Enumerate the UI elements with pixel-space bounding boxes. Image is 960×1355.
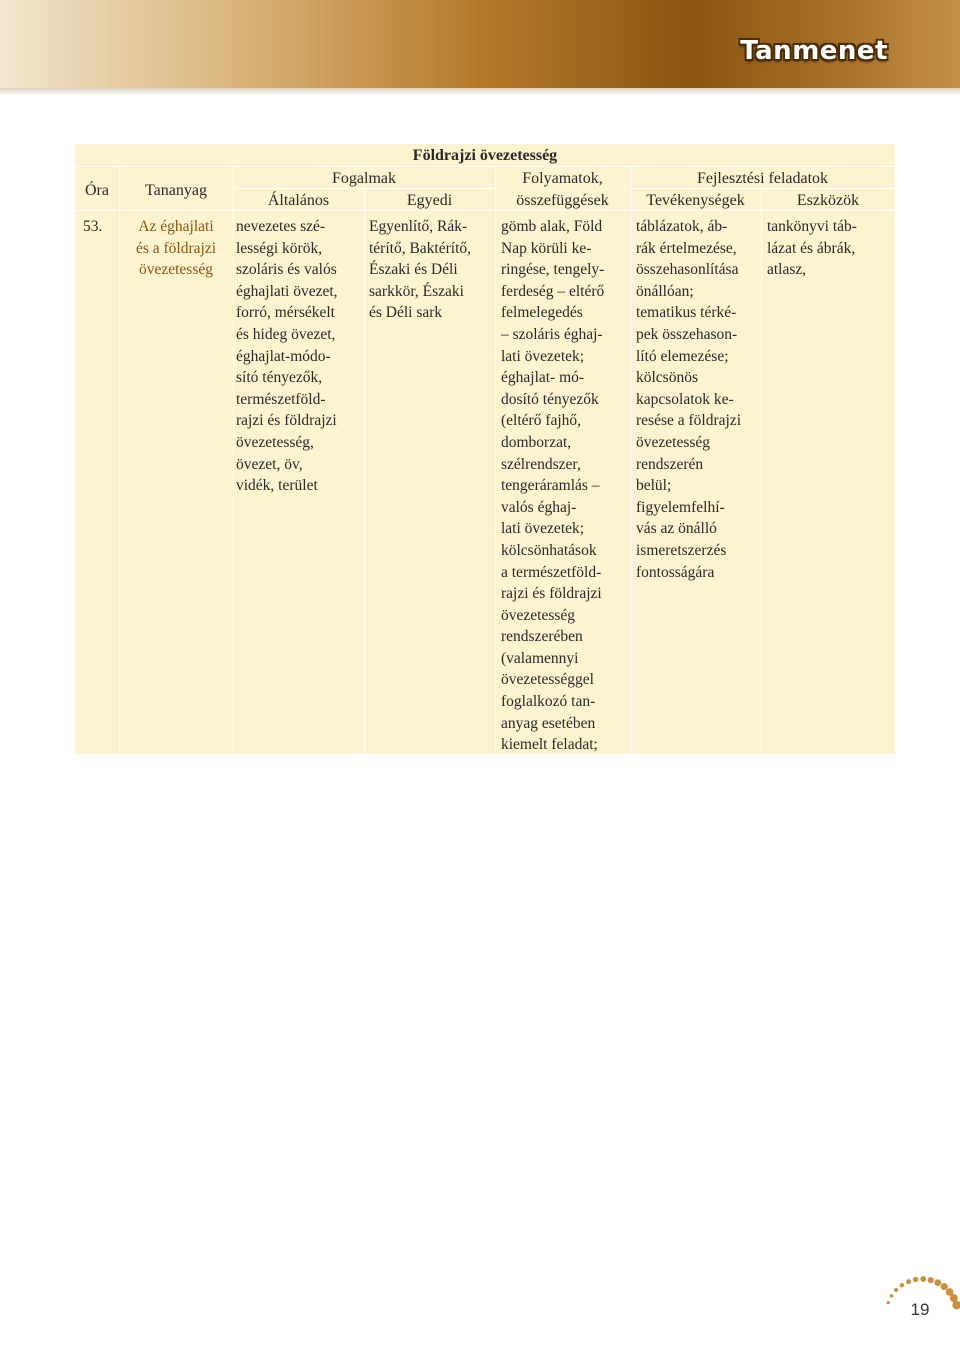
col-header-tananyag: Tananyag bbox=[145, 182, 207, 199]
cell-line: és a földrajzi bbox=[135, 239, 217, 257]
decorative-dot bbox=[906, 1279, 911, 1284]
cell-line: figyelemfelhí- bbox=[636, 498, 725, 516]
cell-line: tematikus térké- bbox=[636, 304, 737, 322]
col-header-fejlesztesi: Fejlesztési feladatok bbox=[696, 170, 829, 187]
cell-line: övezetesség bbox=[501, 606, 576, 624]
cell-line: rák értelmezése, bbox=[636, 239, 737, 257]
decorative-dot bbox=[920, 1276, 926, 1282]
cell-line: kapcsolatok ke- bbox=[636, 390, 734, 408]
col-header-altalanos: Általános bbox=[267, 192, 330, 209]
cell-line: övezetességgel bbox=[501, 671, 594, 689]
decorative-dot bbox=[941, 1283, 948, 1290]
cell-line: övezetesség, bbox=[236, 433, 314, 451]
cell-line: rajzi és földrajzi bbox=[501, 585, 602, 603]
cell-altalanos bbox=[236, 216, 338, 497]
cell-line: foglalkozó tan- bbox=[501, 693, 596, 711]
cell-line: Északi és Déli bbox=[369, 261, 458, 279]
table-title: Földrajzi övezetesség bbox=[412, 147, 558, 164]
cell-line: éghajlati övezet, bbox=[236, 282, 338, 300]
col-header-folyamatok-2: összefüggések bbox=[516, 192, 609, 209]
cell-line: lességi körök, bbox=[236, 239, 323, 257]
cell-line: lázat és ábrák, bbox=[767, 239, 856, 257]
cell-line: összehasonlítása bbox=[636, 261, 739, 279]
cell-egyedi bbox=[369, 216, 471, 324]
cell-line: sító tényezők, bbox=[236, 369, 323, 387]
curriculum-table bbox=[75, 144, 895, 754]
col-header-eszkozok: Eszközök bbox=[796, 192, 860, 209]
cell-line: (valamennyi bbox=[501, 649, 579, 667]
col-header-tevekenysegek: Tevékenységek bbox=[646, 192, 745, 209]
cell-line: – szoláris éghaj- bbox=[501, 325, 603, 343]
cell-line: ringése, tengely- bbox=[501, 261, 605, 279]
col-divider bbox=[761, 188, 762, 754]
cell-line: pek összehason- bbox=[636, 325, 738, 343]
cell-line: vás az önálló bbox=[636, 520, 717, 538]
header-shade bbox=[0, 88, 960, 96]
decorative-dot bbox=[894, 1288, 898, 1292]
col-header-folyamatok: Folyamatok, bbox=[522, 170, 603, 187]
cell-line: a természetföld- bbox=[501, 563, 602, 581]
page-title: Tanmenet bbox=[740, 36, 888, 66]
decorative-dot bbox=[913, 1277, 918, 1282]
cell-line: övezetesség bbox=[636, 433, 711, 451]
cell-line: Egyenlítő, Rák- bbox=[369, 218, 468, 235]
cell-line: resése a földrajzi bbox=[636, 412, 741, 430]
cell-tevekenysegek bbox=[636, 216, 741, 583]
col-divider bbox=[495, 166, 496, 754]
cell-line: ferdeség – eltérő bbox=[501, 282, 605, 300]
page-number: 19 bbox=[910, 1300, 930, 1319]
decorative-dot bbox=[900, 1283, 905, 1288]
cell-line: övezetesség bbox=[138, 261, 214, 279]
cell-line: éghajlat- mó- bbox=[501, 369, 585, 387]
cell-line: fontosságára bbox=[636, 563, 715, 581]
cell-line: gömb alak, Föld bbox=[501, 218, 603, 235]
cell-line: rajzi és földrajzi bbox=[236, 412, 337, 430]
cell-line: lati övezetek; bbox=[501, 520, 585, 538]
cell-line: szoláris és valós bbox=[236, 261, 337, 279]
cell-line: rendszerében bbox=[501, 628, 583, 646]
col-header-ora: Óra bbox=[85, 182, 109, 199]
cell-line: (eltérő fajhő, bbox=[501, 412, 582, 430]
cell-line: tankönyvi táb- bbox=[767, 218, 857, 235]
col-header-fogalmak: Fogalmak bbox=[332, 170, 396, 187]
col-divider bbox=[630, 166, 631, 754]
cell-line: domborzat, bbox=[501, 433, 572, 451]
cell-line: belül; bbox=[636, 477, 672, 495]
decorative-dot bbox=[934, 1279, 941, 1286]
cell-line: övezet, öv, bbox=[236, 455, 303, 473]
cell-line: Nap körüli ke- bbox=[501, 239, 592, 257]
cell-line: éghajlat-módo- bbox=[236, 347, 331, 365]
cell-line: szélrendszer, bbox=[501, 455, 581, 473]
cell-line: lati övezetek; bbox=[501, 347, 585, 365]
cell-line: nevezetes szé- bbox=[236, 218, 326, 235]
cell-tananyag bbox=[119, 216, 233, 281]
cell-line: atlasz, bbox=[767, 261, 807, 279]
decorative-dot bbox=[887, 1301, 890, 1304]
decorative-dot bbox=[890, 1294, 894, 1298]
cell-line: ismeretszerzés bbox=[636, 541, 727, 559]
col-divider bbox=[233, 166, 234, 754]
cell-folyamatok bbox=[501, 216, 604, 756]
cell-line: forró, mérsékelt bbox=[236, 304, 335, 322]
cell-line: táblázatok, áb- bbox=[636, 218, 728, 235]
decorative-dot bbox=[928, 1277, 934, 1283]
cell-line: tengeráramlás – bbox=[501, 477, 600, 495]
cell-line: térítő, Baktérítő, bbox=[369, 239, 472, 257]
cell-line: anyag esetében bbox=[501, 714, 596, 732]
cell-line: sarkkör, Északi bbox=[369, 282, 464, 300]
cell-line: kölcsönös bbox=[636, 369, 698, 387]
decorative-dot bbox=[952, 1301, 960, 1309]
cell-line: valós éghaj- bbox=[501, 498, 577, 516]
cell-line: természetföld- bbox=[236, 390, 326, 408]
cell-line: és Déli sark bbox=[369, 304, 443, 322]
cell-line: rendszerén bbox=[636, 455, 704, 473]
cell-line: önállóan; bbox=[636, 282, 694, 300]
col-divider bbox=[364, 188, 365, 754]
cell-ora: 53. bbox=[83, 218, 103, 235]
cell-line: lító elemezése; bbox=[636, 347, 729, 365]
cell-line: kölcsönhatások bbox=[501, 541, 597, 559]
col-header-egyedi: Egyedi bbox=[406, 192, 453, 209]
cell-line: kiemelt feladat; bbox=[501, 736, 598, 754]
cell-line: vidék, terület bbox=[236, 477, 318, 495]
cell-line: és hideg övezet, bbox=[236, 325, 336, 343]
cell-eszkozok bbox=[767, 216, 857, 281]
cell-line: dosító tényezők bbox=[501, 390, 599, 408]
cell-line: felmelegedés bbox=[501, 304, 583, 322]
cell-line: Az éghajlati bbox=[138, 218, 214, 235]
